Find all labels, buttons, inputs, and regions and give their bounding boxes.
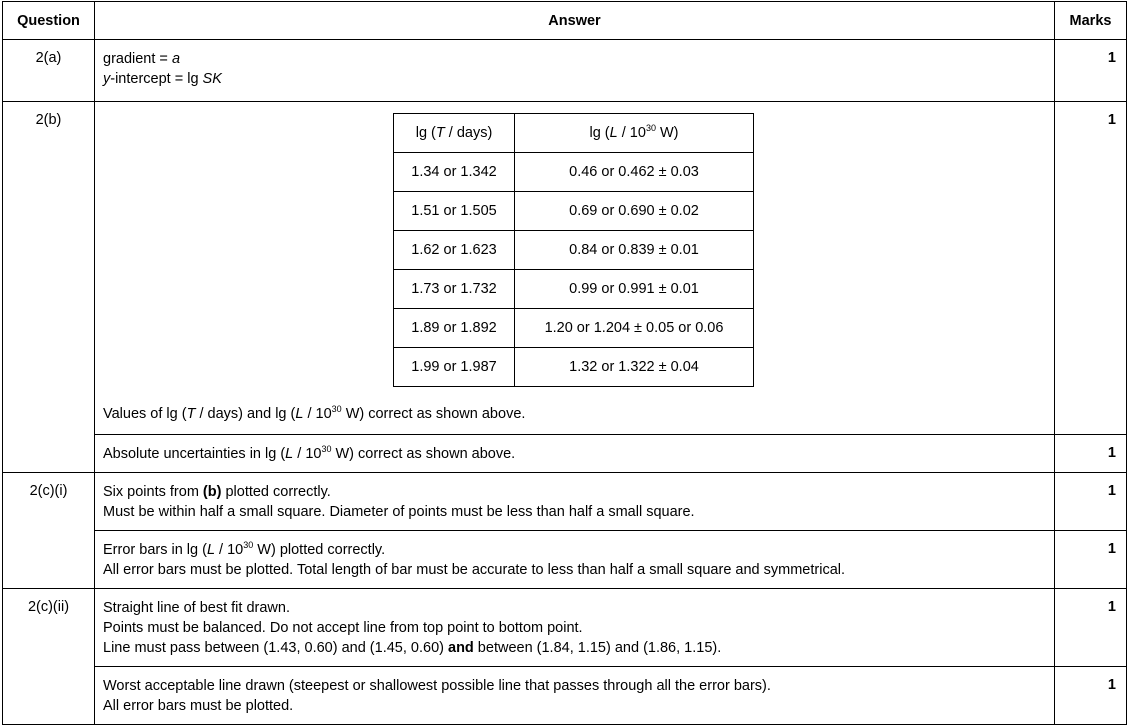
lgL-value: 0.99 or 0.991 ± 0.01 [515,270,754,309]
question-cell-continued [3,435,95,473]
lgL-value: 0.69 or 0.690 ± 0.02 [515,192,754,231]
marks-cell: 1 [1055,435,1127,473]
answer-cell [95,473,1055,531]
marks-cell: 1 [1055,102,1127,435]
worst-criteria: All error bars must be plotted. [103,698,294,714]
answer-cell [95,435,1055,473]
lgL-value: 1.20 or 1.204 ± 0.05 or 0.06 [515,309,754,348]
errorbars-criteria: All error bars must be plotted. Total length of bar must be accurate to less than half a small square and symmetrical. [103,562,846,578]
marks-header: Marks [1055,2,1127,40]
lgT-value: 1.99 or 1.987 [394,348,515,387]
answer-header: Answer [95,2,1055,40]
row-2ci-points [3,473,1127,531]
results-row [394,309,754,348]
results-row [394,270,754,309]
answer-cell [95,531,1055,589]
mark-scheme-table [2,1,1127,725]
lgL-value: 0.46 or 0.462 ± 0.03 [515,153,754,192]
answer-cell [95,102,1055,435]
lgL-value: 1.32 or 1.322 ± 0.04 [515,348,754,387]
points-criteria: Must be within half a small square. Diameter of points must be less than half a small square. [103,504,695,520]
results-row [394,231,754,270]
results-header-row [394,114,754,153]
lgT-value: 1.34 or 1.342 [394,153,515,192]
results-row [394,153,754,192]
uncertainties-note: Absolute uncertainties in $\lg (L / 10^{30}$ W) correct as shown above. [103,444,516,462]
lgL-value: 0.84 or 0.839 ± 0.01 [515,231,754,270]
points-line: Six points from (b) plotted correctly. [103,484,331,500]
errorbars-line: Error bars in $\lg (L / 10^{30}$ W) plotted correctly. [103,540,386,558]
bestfit-range: Line must pass between (1.43, 0.60) and (1.45, 0.60) and between (1.84, 1.15) and (1.86, 1.15). [103,640,722,656]
answer-cell [95,589,1055,667]
intercept-line: y-intercept = lg SK [103,71,222,87]
question-number: 2(b) [3,102,95,435]
marks-cell: 1 [1055,40,1127,102]
worst-line: Worst acceptable line drawn (steepest or shallowest possible line that passes through all the error bars). [103,678,771,694]
results-row [394,348,754,387]
question-number: 2(a) [3,40,95,102]
lgT-value: 1.89 or 1.892 [394,309,515,348]
marks-cell: 1 [1055,589,1127,667]
question-cell-continued [3,667,95,725]
bestfit-line: Straight line of best fit drawn. [103,600,290,616]
results-row [394,192,754,231]
question-cell-continued [3,531,95,589]
row-2b-uncertainties [3,435,1127,473]
row-2cii-worst [3,667,1127,725]
marks-cell: 1 [1055,531,1127,589]
lgT-value: 1.51 or 1.505 [394,192,515,231]
row-2ci-errorbars [3,531,1127,589]
answer-cell [95,40,1055,102]
question-number: 2(c)(ii) [3,589,95,667]
marks-cell: 1 [1055,473,1127,531]
lgT-value: 1.73 or 1.732 [394,270,515,309]
values-note: Values of lg (T / days) and $\lg (L / 10^{30}$ W) correct as shown above. [103,404,526,422]
lgT-header: lg (T / days) [394,114,515,153]
row-2cii-bestfit [3,589,1127,667]
question-number: 2(c)(i) [3,473,95,531]
answer-cell [95,667,1055,725]
lgL-header: $\lg (L / 10^{30}$ W) [515,114,754,153]
row-2b-values [3,102,1127,435]
marks-cell: 1 [1055,667,1127,725]
lgT-value: 1.62 or 1.623 [394,231,515,270]
row-2a [3,40,1127,102]
header-row [3,2,1127,40]
results-table [393,113,754,387]
question-header: Question [3,2,95,40]
gradient-line: gradient = a [103,51,181,67]
bestfit-criteria: Points must be balanced. Do not accept line from top point to bottom point. [103,620,583,636]
